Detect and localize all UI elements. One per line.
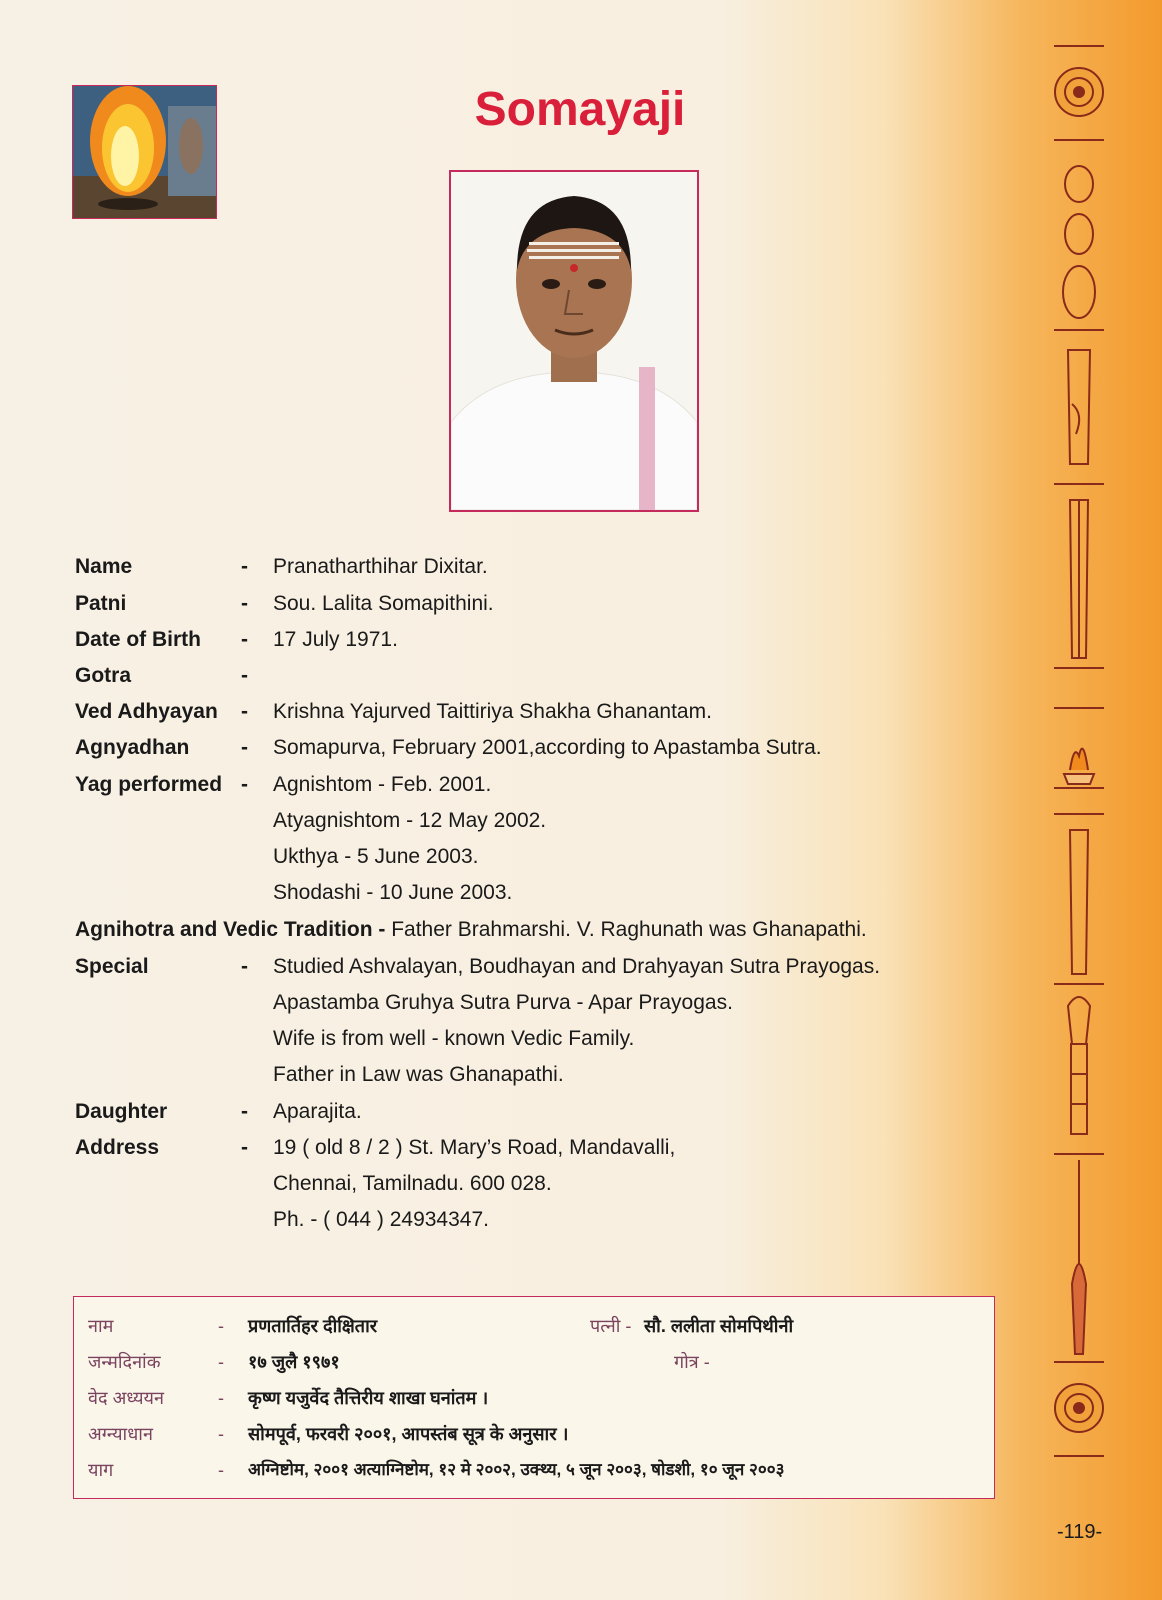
detail-label: Gotra bbox=[75, 664, 132, 687]
detail-value: Krishna Yajurved Taittiriya Shakha Ghanantam. bbox=[273, 700, 712, 723]
address-line: Chennai, Tamilnadu. 600 028. bbox=[273, 1172, 552, 1195]
detail-dash: - bbox=[241, 1100, 248, 1123]
detail-dash: - bbox=[241, 555, 248, 578]
detail-label: Ved Adhyayan bbox=[75, 700, 218, 723]
detail-value: Sou. Lalita Somapithini. bbox=[273, 592, 494, 615]
detail-value: 17 July 1971. bbox=[273, 628, 398, 651]
detail-label: Agnyadhan bbox=[75, 736, 190, 759]
hindi-dash: - bbox=[218, 1352, 224, 1372]
hindi-dash: - bbox=[218, 1424, 224, 1444]
detail-value: Studied Ashvalayan, Boudhayan and Drahyayan Sutra Prayogas. bbox=[273, 955, 881, 978]
detail-dash: - bbox=[241, 773, 248, 796]
detail-dash: - bbox=[241, 955, 248, 978]
yagna-fire-photo bbox=[72, 85, 217, 219]
detail-value: Father Brahmarshi. V. Raghunath was Ghanapathi. bbox=[391, 918, 867, 941]
detail-dash: - bbox=[241, 1136, 248, 1159]
hindi-label-agnyadhan: अग्न्याधान bbox=[88, 1424, 153, 1444]
special-line: Apastamba Gruhya Sutra Purva - Apar Prayogas. bbox=[273, 991, 733, 1014]
detail-value: Pranatharthihar Dixitar. bbox=[273, 555, 488, 578]
detail-dash: - bbox=[241, 664, 248, 687]
hindi-label-gotra: गोत्र - bbox=[674, 1352, 710, 1372]
yag-line: Atyagnishtom - 12 May 2002. bbox=[273, 809, 547, 832]
detail-label: Name bbox=[75, 555, 133, 578]
detail-label: Daughter bbox=[75, 1100, 168, 1123]
special-line: Father in Law was Ghanapathi. bbox=[273, 1063, 564, 1086]
hindi-dash: - bbox=[218, 1460, 224, 1480]
hindi-value-name: प्रणतार्तिहर दीक्षितार bbox=[248, 1316, 378, 1336]
person-portrait bbox=[449, 170, 699, 512]
yag-line: Shodashi - 10 June 2003. bbox=[273, 881, 513, 904]
detail-dash: - bbox=[241, 700, 248, 723]
hindi-dash: - bbox=[218, 1388, 224, 1408]
hindi-dash: - bbox=[218, 1316, 224, 1336]
decorative-border bbox=[1050, 44, 1108, 1510]
detail-label: Special bbox=[75, 955, 149, 978]
hindi-label-name: नाम bbox=[88, 1316, 114, 1336]
hindi-summary-box bbox=[73, 1296, 995, 1499]
hindi-value-ved: कृष्ण यजुर्वेद तैत्तिरीय शाखा घनांतम । bbox=[248, 1388, 489, 1408]
detail-dash: - bbox=[241, 628, 248, 651]
hindi-label-yag: याग bbox=[88, 1460, 114, 1480]
detail-label: Agnihotra and Vedic Tradition - bbox=[75, 918, 386, 941]
hindi-label-ved: वेद अध्ययन bbox=[88, 1388, 164, 1408]
special-line: Wife is from well - known Vedic Family. bbox=[273, 1027, 635, 1050]
hindi-value-patni: सौ. ललीता सोमपिथीनी bbox=[644, 1316, 794, 1336]
page-number: -119- bbox=[1057, 1521, 1103, 1543]
detail-label: Address bbox=[75, 1136, 160, 1159]
detail-row-agnihotra bbox=[75, 914, 867, 946]
detail-value: Agnishtom - Feb. 2001. bbox=[273, 773, 492, 796]
yag-line: Ukthya - 5 June 2003. bbox=[273, 845, 479, 868]
page-title: Somayaji bbox=[474, 83, 686, 136]
detail-label: Patni bbox=[75, 592, 127, 615]
hindi-label-dob: जन्मदिनांक bbox=[88, 1352, 161, 1372]
detail-value: Aparajita. bbox=[273, 1100, 362, 1123]
detail-label: Date of Birth bbox=[75, 628, 201, 651]
detail-value: 19 ( old 8 / 2 ) St. Mary’s Road, Mandavalli, bbox=[273, 1136, 676, 1159]
hindi-value-agnyadhan: सोमपूर्व, फरवरी २००१, आपस्तंब सूत्र के अनुसार । bbox=[248, 1424, 569, 1444]
hindi-value-dob: १७ जुलै १९७१ bbox=[248, 1352, 340, 1372]
hindi-label-patni: पत्नी - bbox=[590, 1316, 632, 1336]
address-line: Ph. - ( 044 ) 24934347. bbox=[273, 1208, 489, 1231]
detail-dash: - bbox=[241, 592, 248, 615]
detail-dash: - bbox=[241, 736, 248, 759]
detail-value: Somapurva, February 2001,according to Apastamba Sutra. bbox=[273, 736, 822, 759]
detail-label: Yag performed bbox=[75, 773, 223, 796]
hindi-value-yag: अग्निष्टोम, २००१ अत्याग्निष्टोम, १२ मे २००२, उक्थ्य, ५ जून २००३, षोडशी, १० जून २००३ bbox=[248, 1460, 785, 1479]
